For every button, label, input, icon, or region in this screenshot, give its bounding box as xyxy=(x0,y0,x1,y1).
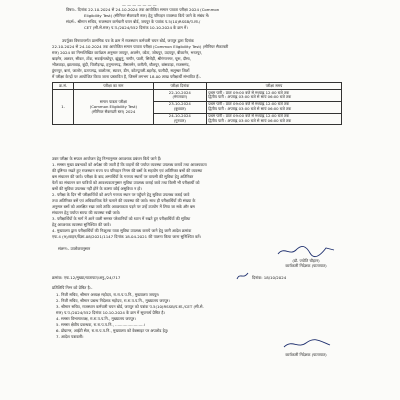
para2-line-12: हेतु आवश्यक व्यवस्था सुनिश्चित की जावे। xyxy=(52,222,111,227)
para2-line-8: तथा अतिरिक्त बसें एवं अधिकाधिक फेरे चलाने की व्यवस्था की जावे। साथ ही परीक्षार्थियों की संख्या के xyxy=(52,198,196,203)
exam-date: 23-10-2024 xyxy=(168,101,191,107)
copy-to-item: 3. श्रीमान सचिव, राजस्थान कर्मचारी चयन बोर्ड, जयपुर को पत्रांक प.5(10)RSSB/प.शा./CET (सी.से. xyxy=(56,304,204,309)
table-header-row xyxy=(53,83,342,90)
cell-date xyxy=(153,101,206,113)
copy-to-item: 7. आदेश पत्रावली। xyxy=(56,334,84,339)
para2-line-4: बस संचालन की जावे। परीक्षा के बाद अभ्यर्थियों के गन्तव्य स्थानों पर वापसी की सुविधा हेतु अतिरिक्त xyxy=(52,174,194,179)
header-exam-date: परीक्षा दिनांक xyxy=(153,83,206,90)
copy-to-item: 5. समस्त क्षेत्रीय प्रबन्धक, रा.रा.प.प.नि., .......................। xyxy=(56,322,146,327)
copy-to-item: 1. निजी सचिव, श्रीमान अध्यक्ष महोदय, रा.रा.प.प.नि., मुख्यालय जयपुर। xyxy=(56,292,160,297)
shift-second: द्वितीय पारी : अपराह्न 03:00 बजे से सायं 06:00 बजे तक xyxy=(208,106,292,112)
subject-line-2: Eligibility Test) (सीनियर सैकण्डरी स्तर) हेतु परिवहन व्यवस्था किये जाने के संबंध में। xyxy=(84,13,210,18)
reference-line-1: संदर्भ:- श्रीमान सचिव, राजस्थान कर्मचारी चयन बोर्ड, जयपुर के पत्रांक प.5(10)RSSB/प.शा./ xyxy=(66,19,201,24)
para2-line-1: उक्त परीक्षा के सफल आयोजन हेतु निम्नानुसार आवश्यक प्रबंधन किये जाने हैं। xyxy=(52,156,162,161)
exam-date: 24-10-2024 xyxy=(168,113,191,119)
header-sno: क्र.सं. xyxy=(53,83,74,90)
para2-line-5: फेरों का संचालन कर यात्रियों को आवश्यकतानुसार सुविधा उपलब्ध कराई जावे तथा किसी भी परीक्षार्थी को xyxy=(52,180,200,185)
para2-line-9: अनुसार बसों को आरक्षित रखा जाये ताकि आवश्यकता पड़ने पर उन्हें उपयोग में लिया जा सके और बस xyxy=(52,204,195,209)
cell-time xyxy=(206,89,341,101)
header-partial: — — — — — — — xyxy=(122,2,157,7)
signature-scribble-1 xyxy=(276,244,336,258)
cell-time xyxy=(206,101,341,113)
cell-exam-name xyxy=(74,89,154,124)
exam-day: (मंगलवार) xyxy=(172,94,188,100)
para1-line-6: डूंगरपुर, बारां, जालोर, प्रतापगढ़, बालोतरा, ब्यावर, डीग, कोटपूतली-बहरोड़, फलौदी, सलूम्बर जिलों xyxy=(52,68,190,73)
para1-line-7: में परीक्षा केन्द्रों पर आयोजित किया जाना प्रस्तावित है, जिसमें लगभग 18.00 लाख परीक्षार्थी संभावित हैं:- xyxy=(52,74,202,79)
para2-line-11: 3. परीक्षार्थियों के मार्ग में आने वाली समस्त परेशानियों को ध्यान में रखते हुए परीक्षार्थियों की सुविधा xyxy=(52,216,191,221)
para1-line-1: उपर्युक्त विषयान्तर्गत प्रासंगिक पत्र के क्रम में राजस्थान कर्मचारी चयन बोर्ड, जयपुर द्वारा दिनांक xyxy=(62,38,194,43)
para2-line-14: एफ.4 (9)/वाहन/दिशा-08/2021/1147 दिनांक 18.04.2021 की पालना किया जाना सुनिश्चित करें। xyxy=(52,234,202,239)
copy-to-item: स्तर) प.प./2024/552 दिनांक 10.10.2024 के क्रम में सूचनार्थ प्रेषित है। xyxy=(56,310,165,315)
shift-first: प्रथम पारी : प्रातः 09:00 बजे से मध्याह्न 12:00 बजे तक xyxy=(208,101,290,107)
signatory-designation: कार्यकारी निदेशक (यातायात) xyxy=(285,263,327,269)
initial-mark xyxy=(236,271,250,281)
para2-line-10: संचालन हेतु पर्याप्त स्टाफ की व्यवस्था रखी जावे। xyxy=(52,210,121,215)
subject-line-1: विषय:- दिनांक 22.10.2024 से 24.10.2024 तक आयोजित समान पात्रता परीक्षा 2024 (Common xyxy=(66,7,220,12)
para2-line-2: 1. समस्त मुख्य प्रबन्धकों को अपेक्षा की जाती है कि वाहनों की पर्याप्त व्यवस्था उपलब्ध करावें तथा आवश्यकता xyxy=(52,162,207,167)
signature-scribble-2 xyxy=(282,338,332,350)
para1-line-3: स्तर) 2024 का निम्नलिखित कार्यक्रम अनुसार जयपुर, अजमेर, कोटा, जोधपुर, उदयपुर, बीकानेर, भरतपुर, xyxy=(52,50,203,55)
cell-sno: 1. xyxy=(53,89,74,124)
signature-block-2: कार्यकारी निदेशक (यातायात) xyxy=(285,352,327,357)
exam-day: (गुरुवार) xyxy=(173,117,186,123)
exam-name-line: समान पात्रता परीक्षा xyxy=(99,98,127,104)
para1-line-4: बाड़मेर, अलवर, सीकर, टोंक, सवाईमाधोपुर, झुंझुनूं, नागौर, पाली, सिरोही, श्रीगंगानगर, चूरू, दौसा, xyxy=(52,56,191,61)
exam-name-line: (सीनियर सैकण्डरी स्तर) 2024 xyxy=(91,108,136,114)
para2-line-6: बसों की सुविधा उपलब्ध नहीं होने के कारण कोई असुविधा न हो। xyxy=(52,186,142,191)
para1-line-5: भीलवाड़ा, झालावाड़, बूंदी, चित्तौड़गढ़, हनुमानगढ़, जैसलमेर, करौली, धौलपुर, बांसवाड़ा, राजसमंद, xyxy=(52,62,190,67)
para2-line-13: 4. मुख्यालय द्वारा परीक्षार्थियों की निःशुल्क यात्रा सुविधा उपलब्ध कराये जाने हेतु जारी आदेश क्रमांक xyxy=(52,228,192,233)
shift-second: द्वितीय पारी : अपराह्न 03:00 बजे से सायं 06:00 बजे तक xyxy=(208,117,292,123)
shift-first: प्रथम पारी : प्रातः 09:00 बजे से मध्याह्न 12:00 बजे तक xyxy=(208,113,290,119)
copy-to-heading: प्रतिलिपि निम्न को प्रेषित है:- xyxy=(52,285,93,290)
exam-day: (बुधवार) xyxy=(173,106,186,112)
exam-date: 22-10-2024 xyxy=(168,89,191,95)
exam-schedule-table xyxy=(52,82,342,125)
copy-to-item: 2. निजी सचिव, श्रीमान प्रबन्ध निदेशक महोदय, रा.रा.प.प.नि., मुख्यालय जयपुर। xyxy=(56,298,170,303)
dispatch-date: दिनांक: 18/10/2024 xyxy=(252,275,287,280)
dispatch-number: क्रमांक: एफ.12/मुख्या/यातायात/अनु./24/717 xyxy=(52,275,121,280)
header-exam-name: परीक्षा का नाम xyxy=(74,83,154,90)
copy-to-item: 4. समस्त विभागाध्यक्ष, रा.रा.प.प.नि., मुख्यालय जयपुर। xyxy=(56,316,136,321)
cell-date xyxy=(153,89,206,101)
enclosure-note: संलग्न:- उपरोक्तानुसार xyxy=(58,246,91,251)
signature-block-1 xyxy=(252,258,360,269)
shift-first: प्रथम पारी : प्रातः 09:00 बजे से मध्याह्न 12:00 बजे तक xyxy=(208,89,290,95)
para2-line-7: 2. परीक्षा के दिन भी परीक्षार्थियों को अपने गन्तव्य स्थान पर पहुँचने हेतु सुविधा उपलब्ध कराई जावे xyxy=(52,192,190,197)
copy-to-item: 6. प्रोग्रामर, आईटी सेल, रा.रा.प.प.नि., मुख्यालय को वेबसाइट पर अपलोड हेतु। xyxy=(56,328,169,333)
table-row xyxy=(53,89,342,101)
para1-line-2: 22.10.2024 से 24.10.2024 तक आयोजित समान पात्रता परीक्षा (Common Eligibility Test) (सीनियर सैकण्डरी xyxy=(52,44,229,49)
cell-date xyxy=(153,113,206,125)
cell-time xyxy=(206,113,341,125)
para2-line-3: की दृष्टिगत रखते हुए राजस्थान राज्य पथ परिवहन निगम की बसों के सहयोग एवं अतिरिक्त बसों की व्यवस्था xyxy=(52,168,203,173)
signatory-name: (डॉ. ज्योति चौहान) xyxy=(292,258,320,263)
exam-name-line: (Common Eligibility Test) xyxy=(89,103,138,109)
reference-line-2: CET (सी.से.स्तर) प.प./2024/552 दिनांक 10.10.2024 के क्रम में। xyxy=(84,25,188,30)
header-exam-time: परीक्षा समय xyxy=(206,83,341,90)
shift-second: द्वितीय पारी : अपराह्न 03:00 बजे से सायं 06:00 बजे तक xyxy=(208,94,292,100)
